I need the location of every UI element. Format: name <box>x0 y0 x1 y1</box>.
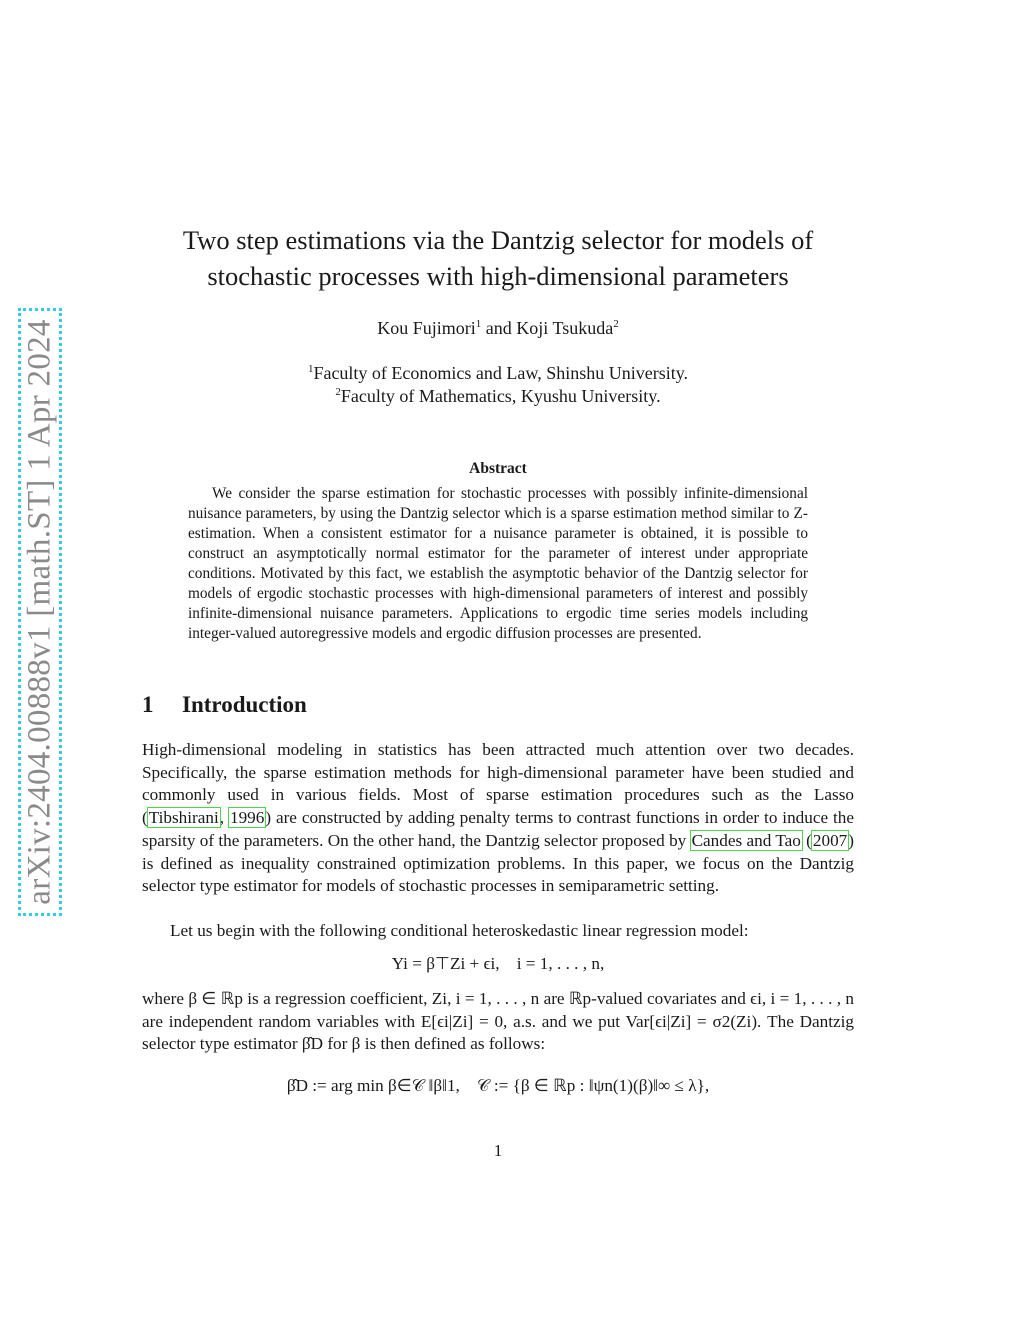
intro-paragraph-3: where β ∈ ℝp is a regression coefficient, Zi, i = 1, . . . , n are ℝp-valued covariates and ϵi, i = 1, . . . , n are independent random variables with E[ϵi|Zi] = 0, a.s. and we put Var[ϵi|Zi] = σ2(Zi). The Dantzig selector type estimator β̂D for β is then defined as follows: <box>142 989 854 1054</box>
citation-candes-tao-year[interactable]: 2007 <box>812 830 848 850</box>
citation-tibshirani-name[interactable]: Tibshirani <box>148 808 219 828</box>
author-1-affil-mark: 1 <box>475 318 482 330</box>
intro-text-c: ) is defined as inequality constrained optimization problems. In this paper, we focus on the Dantzig selector type estimator for models of stochastic processes in semiparametric setting. <box>142 830 854 896</box>
author-1: Kou Fujimori <box>377 318 476 338</box>
section-number: 1 <box>142 692 154 717</box>
citation-tibshirani-year[interactable]: 1996 <box>229 808 265 828</box>
intro-text-b: ) are constructed by adding penalty terms to contrast functions in order to induce the sparsity of the parameters. On the other hand, the Dantzig selector proposed by <box>142 808 854 850</box>
author-list <box>142 318 854 339</box>
arxiv-stamp-text: arXiv:2404.00888v1 [math.ST] 1 Apr 2024 <box>21 319 58 905</box>
author-2-affil-mark: 2 <box>613 318 619 330</box>
dantzig-equation: β̂D := arg min β∈𝒞 ‖β‖1, 𝒞 := {β ∈ ℝp : ‖ψn(1)(β)‖∞ ≤ λ}, <box>286 1076 710 1095</box>
abstract-heading: Abstract <box>469 460 527 477</box>
affiliation-2 <box>142 385 854 408</box>
affiliation-1-mark: 1 <box>307 363 314 375</box>
intro-paragraph-2: Let us begin with the following conditional heteroskedastic linear regression model: <box>170 921 749 940</box>
paper-title-line-2: stochastic processes with high-dimensional parameters <box>207 261 789 291</box>
page-number: 1 <box>493 1141 503 1160</box>
intro-text-a: High-dimensional modeling in statistics has been attracted much attention over two decades. Specifically, the sparse estimation methods for high-dimensional parameter have been studied and commonly used in various fields. Most of sparse estimation procedures such as the Lasso ( <box>142 740 854 828</box>
section-title: Introduction <box>182 692 307 717</box>
paper-title <box>142 222 854 294</box>
section-heading <box>142 692 307 718</box>
regression-equation: Yi = β⊤Zi + ϵi, i = 1, . . . , n, <box>391 954 605 973</box>
arxiv-stamp <box>18 308 62 916</box>
affiliation-2-text: Faculty of Mathematics, Kyushu University. <box>340 386 661 406</box>
author-2: Koji Tsukuda <box>516 318 614 338</box>
author-connector: and <box>481 318 517 338</box>
intro-paragraph-1 <box>142 739 854 898</box>
affiliation-1-text: Faculty of Economics and Law, Shinshu University. <box>313 363 689 383</box>
affiliations <box>142 362 854 408</box>
paper-title-line-1: Two step estimations via the Dantzig selector for models of <box>182 225 814 255</box>
citation-open-paren: ( <box>801 830 812 850</box>
affiliation-1 <box>142 362 854 385</box>
abstract-text: We consider the sparse estimation for stochastic processes with possibly infinite-dimensional nuisance parameters, by using the Dantzig selector which is a sparse estimation method similar to Z-estimation. When a consistent estimator for a nuisance parameter is obtained, it is possible to construct an asymptotically normal estimator for the parameter of interest under appropriate conditions. Motivated by this fact, we establish the asymptotic behavior of the Dantzig selector for models of ergodic stochastic processes with high-dimensional parameters of interest and possibly infinite-dimensional nuisance parameters. Applications to ergodic time series models including integer-valued autoregressive models and ergodic diffusion processes are presented. <box>188 485 808 642</box>
citation-candes-tao-name[interactable]: Candes and Tao <box>691 830 801 850</box>
affiliation-2-mark: 2 <box>335 386 341 398</box>
citation-separator: , <box>219 808 229 828</box>
